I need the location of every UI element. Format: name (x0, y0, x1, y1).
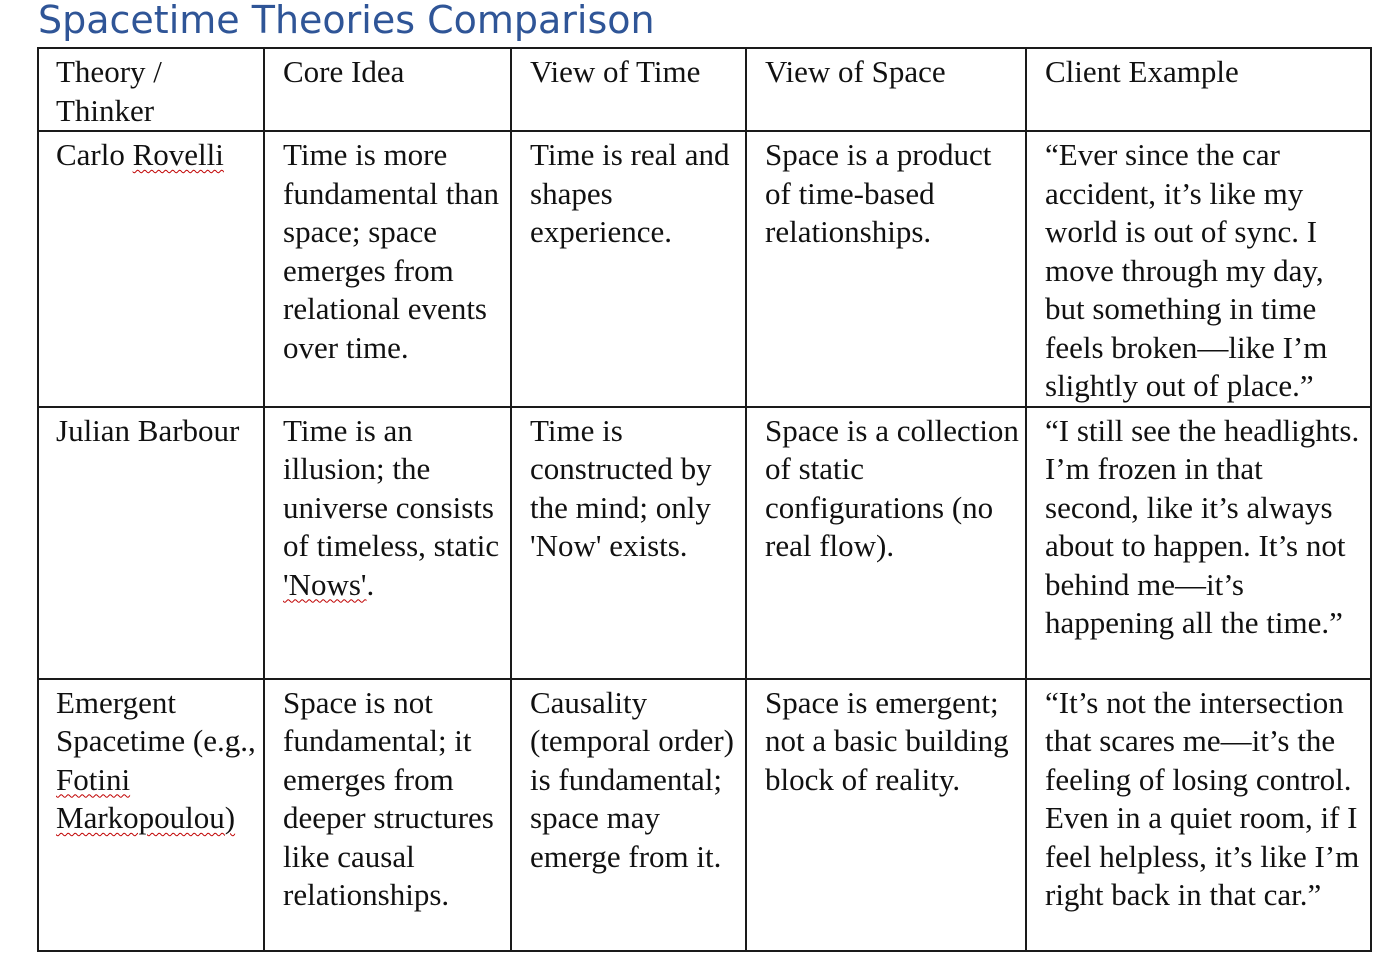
cell-core-idea: Time is more fundamental than space; space emerges from relational events over time. (264, 131, 511, 407)
cell-client-example: “I still see the headlights. I’m frozen in that second, like it’s always about to happen. It’s not behind me—it’s happening all the time.” (1026, 407, 1371, 679)
cell-client-example: “It’s not the intersection that scares me—it’s the feeling of losing control. Even in a quiet room, if I feel helpless, it’s like I’m right back in that car.” (1026, 679, 1371, 951)
table-row (38, 131, 1371, 407)
cell-view-of-time: Time is constructed by the mind; only 'Now' exists. (511, 407, 746, 679)
cell-thinker: Emergent Spacetime (e.g., Fotini Markopoulou) (38, 679, 264, 951)
table-row (38, 679, 1371, 951)
table-row (38, 407, 1371, 679)
cell-thinker: Carlo Rovelli (38, 131, 264, 407)
comparison-table (37, 47, 1372, 952)
header-client-example: Client Example (1026, 48, 1371, 131)
cell-client-example: “Ever since the car accident, it’s like my world is out of sync. I move through my day, but something in time feels broken—like I’m slightly out of place.” (1026, 131, 1371, 407)
table-header-row (38, 48, 1371, 131)
cell-core-idea: Space is not fundamental; it emerges from deeper structures like causal relationships. (264, 679, 511, 951)
cell-view-of-space: Space is a product of time-based relationships. (746, 131, 1026, 407)
cell-view-of-time: Causality (temporal order) is fundamental; space may emerge from it. (511, 679, 746, 951)
cell-view-of-space: Space is a collection of static configurations (no real flow). (746, 407, 1026, 679)
cell-thinker: Julian Barbour (38, 407, 264, 679)
header-view-of-space: View of Space (746, 48, 1026, 131)
header-view-of-time: View of Time (511, 48, 746, 131)
cell-view-of-time: Time is real and shapes experience. (511, 131, 746, 407)
header-core-idea: Core Idea (264, 48, 511, 131)
header-theory-thinker: Theory / Thinker (38, 48, 264, 131)
cell-view-of-space: Space is emergent; not a basic building block of reality. (746, 679, 1026, 951)
page-title: Spacetime Theories Comparison (38, 0, 655, 42)
cell-core-idea: Time is an illusion; the universe consists of timeless, static 'Nows'. (264, 407, 511, 679)
